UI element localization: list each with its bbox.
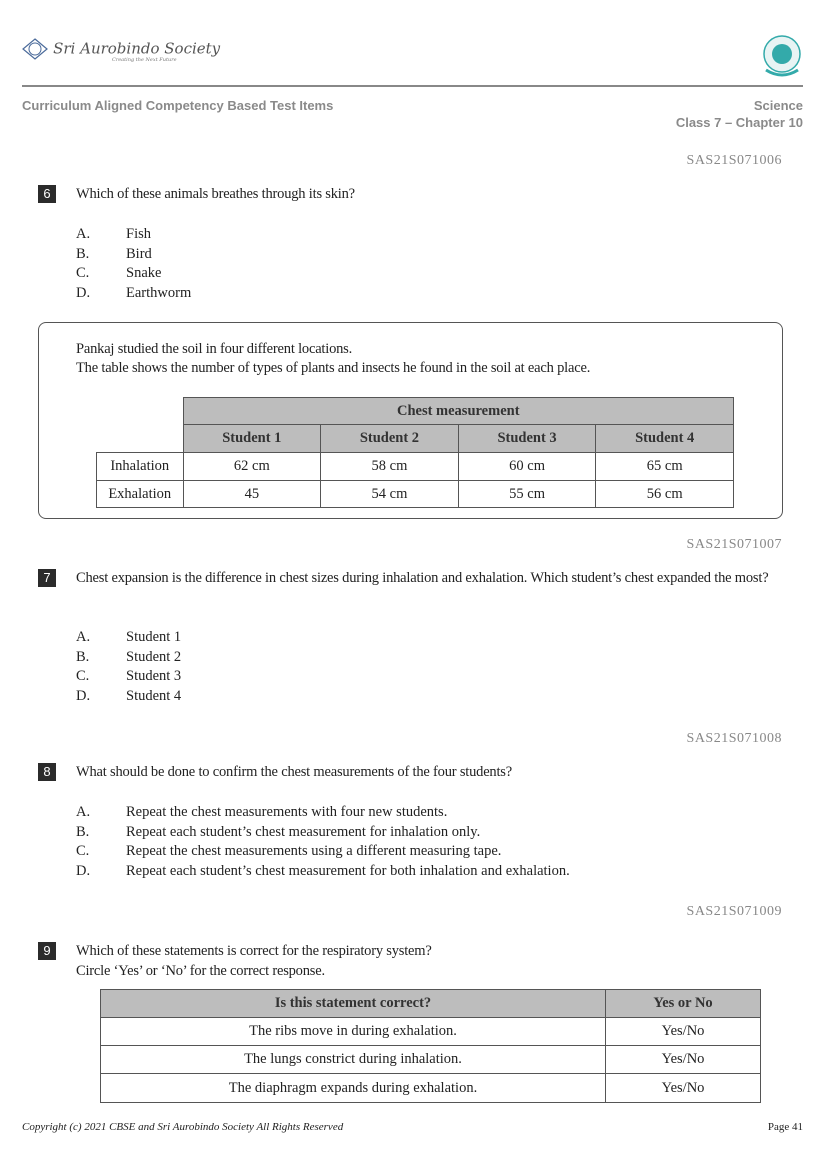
- sri-aurobindo-logo: [22, 38, 220, 63]
- table-title: Chest measurement: [183, 398, 734, 425]
- option-text: C.: [76, 668, 90, 684]
- column-header: Yes or No: [606, 990, 761, 1018]
- table-row: [97, 453, 734, 481]
- logo-text: Sri Aurobindo Society: [53, 39, 221, 58]
- header-title: Curriculum Aligned Competency Based Test Items: [22, 98, 334, 113]
- question-instruction: Circle ‘Yes’ or ‘No’ for the correct response.: [76, 963, 325, 979]
- header-subject: Science: [753, 98, 803, 113]
- option-list: [0, 225, 827, 303]
- question-code: SAS21S071007: [686, 537, 782, 552]
- passage-text: Pankaj studied the soil in four different locations.: [76, 341, 353, 357]
- question-text: Which of these animals breathes through its skin?: [76, 186, 355, 202]
- option-text: Repeat each student’s chest measurement for inhalation only.: [126, 823, 481, 840]
- table-cell: The ribs move in during exhalation.: [101, 1018, 606, 1046]
- option[interactable]: [0, 862, 827, 882]
- question-code: SAS21S071009: [686, 904, 782, 919]
- table-cell: 45: [183, 481, 321, 508]
- option-text: A.: [76, 804, 91, 820]
- table-cell: Inhalation: [97, 453, 184, 481]
- option-text: D.: [76, 687, 91, 704]
- option[interactable]: [0, 225, 827, 245]
- option-list: [0, 803, 827, 881]
- statement-table: [100, 989, 761, 1103]
- option-text: C.: [76, 265, 90, 281]
- option[interactable]: [0, 284, 827, 304]
- question-code: SAS21S071006: [686, 153, 782, 168]
- table-cell: 60 cm: [458, 453, 596, 481]
- table-cell: 62 cm: [183, 453, 321, 481]
- option-text: C.: [76, 843, 90, 859]
- option-text: A.: [76, 629, 91, 645]
- option-list: [0, 628, 827, 706]
- logo-tagline: Creating the Next Future: [112, 57, 177, 63]
- option[interactable]: [0, 245, 827, 265]
- passage-text: The table shows the number of types of plants and insects he found in the soil at each place.: [76, 360, 591, 376]
- column-header: Student 4: [596, 425, 734, 453]
- table-row: [101, 1018, 761, 1046]
- option-text: D.: [76, 284, 91, 301]
- option-text: Bird: [126, 245, 152, 262]
- question-code: SAS21S071008: [686, 731, 782, 746]
- column-header: Student 3: [458, 425, 596, 453]
- table-cell: 65 cm: [596, 453, 734, 481]
- option-text: Snake: [126, 265, 162, 281]
- option[interactable]: [0, 667, 827, 687]
- cbse-seal: [762, 34, 802, 80]
- option-text: Student 1: [126, 629, 182, 645]
- header-class-chapter: Class 7 – Chapter 10: [675, 115, 803, 130]
- table-row: [97, 481, 734, 508]
- table-cell: 56 cm: [596, 481, 734, 508]
- option-text: Repeat the chest measurements with four new students.: [126, 804, 448, 820]
- yes-no-choice[interactable]: Yes/No: [606, 1074, 761, 1103]
- table-cell: [97, 425, 184, 453]
- option-text: Student 2: [126, 648, 182, 665]
- yes-no-choice[interactable]: Yes/No: [606, 1018, 761, 1046]
- option-text: Fish: [126, 226, 151, 242]
- page-number: Page 41: [767, 1121, 803, 1133]
- question-text: Chest expansion is the difference in chest sizes during inhalation and exhalation. Which student’s chest expanded the most?: [76, 570, 769, 586]
- table-row: [101, 1074, 761, 1103]
- column-header: Is this statement correct?: [101, 990, 606, 1018]
- question-number: 7: [38, 569, 56, 587]
- option[interactable]: [0, 803, 827, 823]
- option-text: Earthworm: [126, 284, 192, 301]
- option[interactable]: [0, 648, 827, 668]
- option-text: B.: [76, 648, 90, 665]
- option-text: Repeat the chest measurements using a different measuring tape.: [126, 843, 502, 859]
- table-cell: 54 cm: [321, 481, 459, 508]
- option-text: B.: [76, 245, 90, 262]
- option-text: A.: [76, 226, 91, 242]
- option-text: Repeat each student’s chest measurement for both inhalation and exhalation.: [126, 862, 570, 879]
- question-number: 6: [38, 185, 56, 203]
- header-divider: [22, 85, 803, 87]
- option[interactable]: [0, 687, 827, 707]
- option[interactable]: [0, 823, 827, 843]
- table-cell: The diaphragm expands during exhalation.: [101, 1074, 606, 1103]
- chest-measurement-table: [96, 397, 734, 508]
- table-row: [101, 1046, 761, 1074]
- option[interactable]: [0, 628, 827, 648]
- option[interactable]: [0, 842, 827, 862]
- table-cell: [97, 398, 184, 425]
- table-cell: Exhalation: [97, 481, 184, 508]
- column-header: Student 2: [321, 425, 459, 453]
- option-text: B.: [76, 823, 90, 840]
- question-text: What should be done to confirm the chest measurements of the four students?: [76, 764, 512, 780]
- option-text: Student 3: [126, 668, 182, 684]
- option-text: Student 4: [126, 687, 182, 704]
- yes-no-choice[interactable]: Yes/No: [606, 1046, 761, 1074]
- table-cell: 58 cm: [321, 453, 459, 481]
- footer-copyright: Copyright (c) 2021 CBSE and Sri Aurobindo Society All Rights Reserved: [22, 1121, 344, 1133]
- question-number: 8: [38, 763, 56, 781]
- table-cell: 55 cm: [458, 481, 596, 508]
- table-cell: The lungs constrict during inhalation.: [101, 1046, 606, 1074]
- column-header: Student 1: [183, 425, 321, 453]
- question-text: Which of these statements is correct for the respiratory system?: [76, 943, 432, 959]
- question-number: 9: [38, 942, 56, 960]
- option-text: D.: [76, 862, 91, 879]
- option[interactable]: [0, 264, 827, 284]
